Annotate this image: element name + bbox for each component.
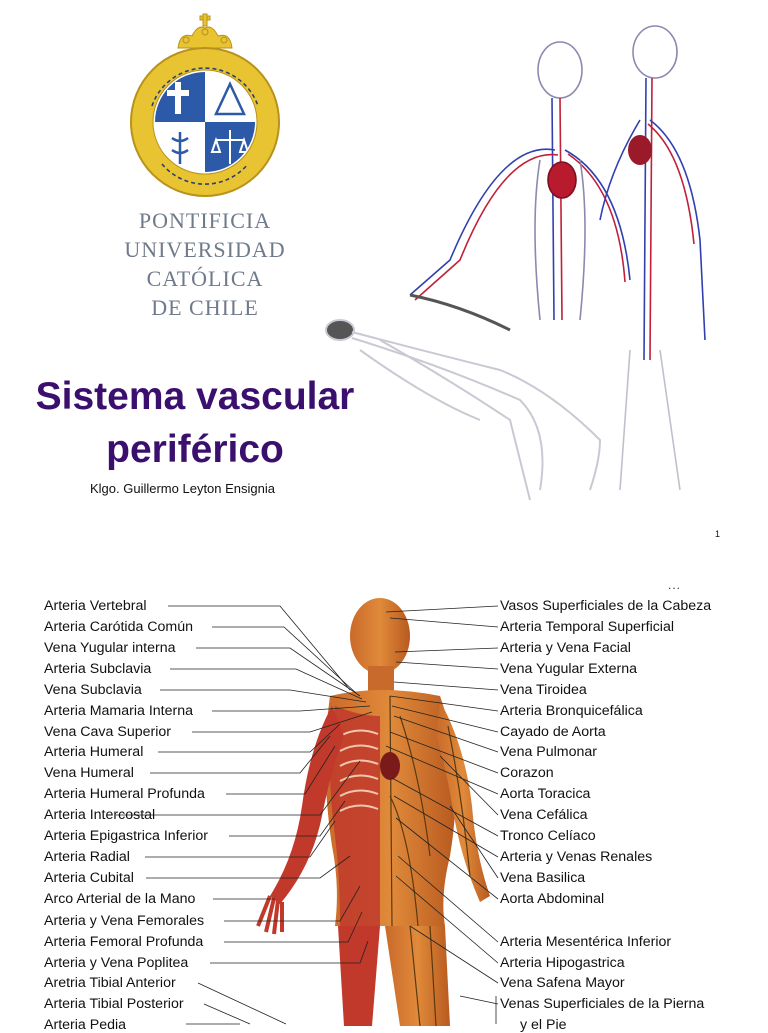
label-arteria-vena-facial: Arteria y Vena Facial	[500, 640, 631, 656]
label-tronco-celiaco: Tronco Celíaco	[500, 828, 596, 844]
label-arteria-vena-poplitea: Arteria y Vena Poplitea	[44, 955, 189, 971]
label-arteria-mesenterica-inferior: Arteria Mesentérica Inferior	[500, 934, 672, 950]
label-vena-humeral: Vena Humeral	[44, 765, 134, 781]
label-arco-arterial-mano: Arco Arterial de la Mano	[44, 891, 196, 907]
label-arteria-mamaria-interna: Arteria Mamaria Interna	[44, 703, 194, 719]
label-arteria-intercostal: Arteria Intercostal	[44, 807, 156, 823]
label-arteria-subclavia: Arteria Subclavia	[44, 661, 152, 677]
label-vena-cava-superior: Vena Cava Superior	[44, 724, 171, 740]
label-arteria-cubital: Arteria Cubital	[44, 870, 134, 886]
label-arteria-pedia: Arteria Pedia	[44, 1017, 127, 1033]
university-name-line4: DE CHILE	[151, 295, 259, 320]
label-aretria-tibial-anterior: Aretria Tibial Anterior	[44, 975, 176, 991]
label-vena-pulmonar: Vena Pulmonar	[500, 744, 598, 760]
label-arteria-hipogastrica: Arteria Hipogastrica	[500, 955, 625, 971]
slide-title	[10, 370, 380, 476]
corner-text: ...	[668, 578, 682, 592]
label-aorta-toracica: Aorta Toracica	[500, 786, 591, 802]
university-name	[100, 206, 310, 322]
anatomy-slide	[0, 556, 768, 1033]
label-vena-subclavia: Vena Subclavia	[44, 682, 142, 698]
label-vena-basilica: Vena Basilica	[500, 870, 586, 886]
label-arteria-vena-femorales: Arteria y Vena Femorales	[44, 913, 205, 929]
label-vena-safena-mayor: Vena Safena Mayor	[500, 975, 625, 991]
label-aorta-abdominal: Aorta Abdominal	[500, 891, 605, 907]
university-name-line2: UNIVERSIDAD	[124, 237, 286, 262]
label-arteria-humeral: Arteria Humeral	[44, 744, 144, 760]
label-vena-yugular-externa: Vena Yugular Externa	[500, 661, 637, 677]
label-cayado-aorta: Cayado de Aorta	[500, 724, 606, 740]
page-number: 1	[715, 529, 721, 539]
label-arteria-tibial-posterior: Arteria Tibial Posterior	[44, 996, 184, 1012]
slide-title-line1: Sistema vascular	[35, 375, 355, 418]
label-arteria-femoral-profunda: Arteria Femoral Profunda	[44, 934, 204, 950]
label-y-el-pie: y el Pie	[520, 1017, 567, 1033]
author-name: Klgo. Guillermo Leyton Ensignia	[90, 481, 275, 496]
label-arteria-bronquicefalica: Arteria Bronquicefálica	[500, 703, 643, 719]
slide-title-line2: periférico	[106, 428, 284, 471]
label-arteria-vertebral: Arteria Vertebral	[44, 598, 147, 614]
label-arteria-radial: Arteria Radial	[44, 849, 130, 865]
label-arteria-venas-renales: Arteria y Venas Renales	[500, 849, 653, 865]
label-vena-tiroidea: Vena Tiroidea	[500, 682, 587, 698]
label-vena-cefalica: Vena Cefálica	[500, 807, 588, 823]
label-arteria-temporal-superficial: Arteria Temporal Superficial	[500, 619, 675, 635]
label-arteria-humeral-profunda: Arteria Humeral Profunda	[44, 786, 205, 802]
label-arteria-epigastrica-inferior: Arteria Epigastrica Inferior	[44, 828, 209, 844]
label-vasos-superficiales-cabeza: Vasos Superficiales de la Cabeza	[500, 598, 712, 614]
label-venas-superficiales-pierna: Venas Superficiales de la Pierna	[500, 996, 705, 1012]
label-corazon: Corazon	[500, 765, 554, 781]
university-name-line1: PONTIFICIA	[138, 208, 272, 233]
label-arteria-carotida-comun: Arteria Carótida Común	[44, 619, 194, 635]
university-crest-logo	[128, 14, 282, 200]
label-vena-yugular-interna: Vena Yugular interna	[44, 640, 176, 656]
university-name-line3: CATÓLICA	[146, 266, 264, 291]
